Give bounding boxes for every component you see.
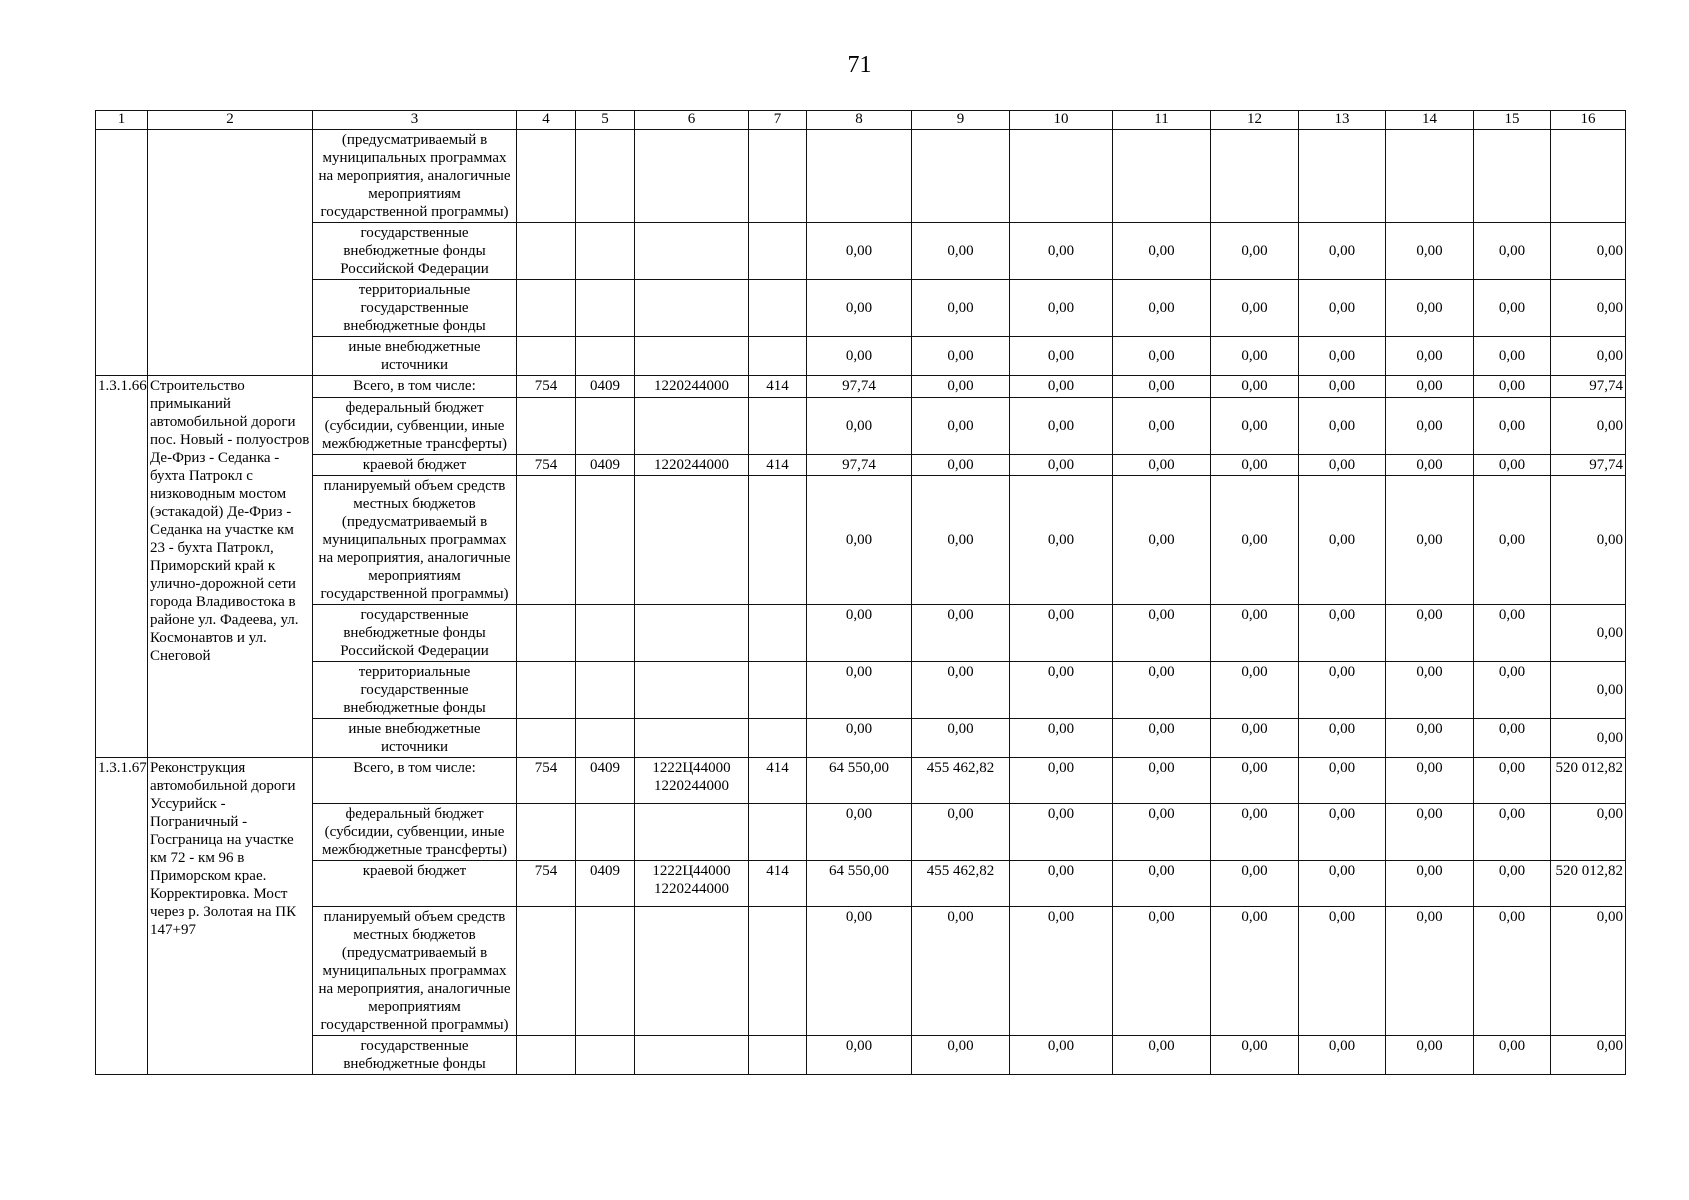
year-value-10: 0,00 — [1010, 662, 1113, 719]
year-value-13: 0,00 — [1299, 1036, 1386, 1075]
year-value-16: 0,00 — [1551, 398, 1626, 455]
year-value-13: 0,00 — [1299, 376, 1386, 398]
table-row — [96, 861, 1626, 907]
budget-code-5 — [576, 398, 635, 455]
year-value-15: 0,00 — [1474, 605, 1551, 662]
table-row — [96, 1036, 1626, 1075]
year-value-15: 0,00 — [1474, 455, 1551, 476]
year-value-9: 0,00 — [912, 476, 1010, 605]
year-value-12: 0,00 — [1211, 758, 1299, 804]
year-value-8: 0,00 — [807, 605, 912, 662]
year-value-12: 0,00 — [1211, 376, 1299, 398]
year-value-11: 0,00 — [1113, 662, 1211, 719]
year-value-13: 0,00 — [1299, 719, 1386, 758]
budget-code-6 — [635, 804, 749, 861]
budget-code-7 — [749, 907, 807, 1036]
funding-source-label: иные внебюджетные источники — [313, 719, 517, 758]
funding-source-label: Всего, в том числе: — [313, 376, 517, 398]
year-value-13: 0,00 — [1299, 455, 1386, 476]
budget-code-4 — [517, 337, 576, 376]
year-value-13: 0,00 — [1299, 398, 1386, 455]
table-row — [96, 280, 1626, 337]
year-value-10: 0,00 — [1010, 376, 1113, 398]
year-value-13: 0,00 — [1299, 280, 1386, 337]
year-value-13: 0,00 — [1299, 337, 1386, 376]
column-header-12: 12 — [1211, 111, 1299, 130]
column-header-4: 4 — [517, 111, 576, 130]
year-value-8: 0,00 — [807, 1036, 912, 1075]
funding-source-label: краевой бюджет — [313, 861, 517, 907]
column-header-5: 5 — [576, 111, 635, 130]
year-value-9: 0,00 — [912, 376, 1010, 398]
budget-code-5 — [576, 719, 635, 758]
budget-code-4 — [517, 398, 576, 455]
year-value-16: 0,00 — [1551, 337, 1626, 376]
year-value-16: 520 012,82 — [1551, 758, 1626, 804]
year-value-8: 0,00 — [807, 223, 912, 280]
table-row — [96, 376, 1626, 398]
year-value-10: 0,00 — [1010, 719, 1113, 758]
budget-code-5 — [576, 223, 635, 280]
year-value-10: 0,00 — [1010, 861, 1113, 907]
year-value-13: 0,00 — [1299, 605, 1386, 662]
year-value-15: 0,00 — [1474, 804, 1551, 861]
year-value-8 — [807, 130, 912, 223]
year-value-10: 0,00 — [1010, 398, 1113, 455]
year-value-10: 0,00 — [1010, 476, 1113, 605]
table-row — [96, 223, 1626, 280]
year-value-11: 0,00 — [1113, 455, 1211, 476]
column-header-10: 10 — [1010, 111, 1113, 130]
budget-code-6 — [635, 1036, 749, 1075]
year-value-14: 0,00 — [1386, 804, 1474, 861]
year-value-15 — [1474, 130, 1551, 223]
year-value-12: 0,00 — [1211, 804, 1299, 861]
year-value-16: 0,00 — [1551, 223, 1626, 280]
table-row — [96, 337, 1626, 376]
year-value-16: 0,00 — [1551, 662, 1626, 719]
budget-code-5 — [576, 804, 635, 861]
funding-source-label: территориальные государственные внебюджетные фонды — [313, 280, 517, 337]
year-value-10: 0,00 — [1010, 337, 1113, 376]
year-value-12: 0,00 — [1211, 1036, 1299, 1075]
year-value-8: 97,74 — [807, 376, 912, 398]
year-value-15: 0,00 — [1474, 223, 1551, 280]
page-number: 71 — [847, 52, 872, 78]
year-value-9: 0,00 — [912, 1036, 1010, 1075]
year-value-16: 97,74 — [1551, 455, 1626, 476]
column-header-8: 8 — [807, 111, 912, 130]
year-value-12: 0,00 — [1211, 455, 1299, 476]
budget-code-6 — [635, 130, 749, 223]
funding-source-label: территориальные государственные внебюджетные фонды — [313, 662, 517, 719]
year-value-11: 0,00 — [1113, 280, 1211, 337]
budget-code-4 — [517, 1036, 576, 1075]
year-value-11: 0,00 — [1113, 476, 1211, 605]
year-value-12 — [1211, 130, 1299, 223]
year-value-16: 0,00 — [1551, 605, 1626, 662]
budget-code-6: 1222Ц44000 1220244000 — [635, 758, 749, 804]
budget-code-4: 754 — [517, 376, 576, 398]
year-value-16: 0,00 — [1551, 476, 1626, 605]
budget-code-4: 754 — [517, 758, 576, 804]
year-value-12: 0,00 — [1211, 398, 1299, 455]
budget-code-7: 414 — [749, 455, 807, 476]
year-value-12: 0,00 — [1211, 223, 1299, 280]
budget-code-4 — [517, 223, 576, 280]
funding-source-label: Всего, в том числе: — [313, 758, 517, 804]
year-value-13: 0,00 — [1299, 223, 1386, 280]
year-value-11: 0,00 — [1113, 398, 1211, 455]
year-value-8: 97,74 — [807, 455, 912, 476]
year-value-12: 0,00 — [1211, 605, 1299, 662]
budget-code-6 — [635, 398, 749, 455]
table-body — [96, 130, 1626, 1075]
budget-code-7: 414 — [749, 758, 807, 804]
funding-source-label: планируемый объем средств местных бюджетов (предусматриваемый в муниципальных программах на мероприятия, аналогичные мероприятиям государственной программы) — [313, 476, 517, 605]
table-row — [96, 804, 1626, 861]
budget-code-7 — [749, 223, 807, 280]
budget-code-5 — [576, 476, 635, 605]
table-row — [96, 476, 1626, 605]
budget-code-7 — [749, 1036, 807, 1075]
budget-code-6 — [635, 476, 749, 605]
budget-code-7 — [749, 280, 807, 337]
year-value-8: 0,00 — [807, 337, 912, 376]
budget-code-6 — [635, 662, 749, 719]
budget-code-4 — [517, 280, 576, 337]
budget-code-4 — [517, 907, 576, 1036]
column-header-2: 2 — [148, 111, 313, 130]
year-value-9: 0,00 — [912, 398, 1010, 455]
year-value-9: 0,00 — [912, 223, 1010, 280]
funding-source-label: планируемый объем средств местных бюджетов (предусматриваемый в муниципальных программах на мероприятия, аналогичные мероприятиям государственной программы) — [313, 907, 517, 1036]
year-value-9: 0,00 — [912, 337, 1010, 376]
budget-code-5 — [576, 907, 635, 1036]
year-value-11: 0,00 — [1113, 907, 1211, 1036]
year-value-14: 0,00 — [1386, 337, 1474, 376]
budget-code-5 — [576, 605, 635, 662]
year-value-14: 0,00 — [1386, 907, 1474, 1036]
item-number: 1.3.1.67 — [96, 758, 148, 1075]
year-value-9: 0,00 — [912, 907, 1010, 1036]
year-value-14: 0,00 — [1386, 223, 1474, 280]
year-value-8: 0,00 — [807, 804, 912, 861]
budget-code-4 — [517, 804, 576, 861]
funding-source-label: федеральный бюджет (субсидии, субвенции, иные межбюджетные трансферты) — [313, 804, 517, 861]
year-value-11: 0,00 — [1113, 758, 1211, 804]
budget-code-7 — [749, 130, 807, 223]
year-value-14: 0,00 — [1386, 719, 1474, 758]
budget-table — [95, 110, 1626, 1075]
year-value-13: 0,00 — [1299, 907, 1386, 1036]
budget-code-5 — [576, 130, 635, 223]
year-value-9 — [912, 130, 1010, 223]
year-value-10 — [1010, 130, 1113, 223]
year-value-8: 0,00 — [807, 280, 912, 337]
year-value-16 — [1551, 130, 1626, 223]
year-value-9: 0,00 — [912, 455, 1010, 476]
budget-code-5: 0409 — [576, 455, 635, 476]
year-value-14: 0,00 — [1386, 1036, 1474, 1075]
budget-code-7 — [749, 662, 807, 719]
year-value-15: 0,00 — [1474, 337, 1551, 376]
year-value-11: 0,00 — [1113, 719, 1211, 758]
budget-code-7 — [749, 476, 807, 605]
year-value-14: 0,00 — [1386, 280, 1474, 337]
year-value-13: 0,00 — [1299, 758, 1386, 804]
budget-code-6 — [635, 719, 749, 758]
year-value-9: 0,00 — [912, 605, 1010, 662]
budget-code-7 — [749, 337, 807, 376]
table-row — [96, 130, 1626, 223]
table-row — [96, 605, 1626, 662]
year-value-8: 64 550,00 — [807, 861, 912, 907]
item-number: 1.3.1.66 — [96, 376, 148, 758]
budget-code-6: 1220244000 — [635, 455, 749, 476]
year-value-12: 0,00 — [1211, 719, 1299, 758]
table-row — [96, 719, 1626, 758]
year-value-16: 97,74 — [1551, 376, 1626, 398]
year-value-9: 0,00 — [912, 804, 1010, 861]
table-row — [96, 455, 1626, 476]
column-header-6: 6 — [635, 111, 749, 130]
year-value-12: 0,00 — [1211, 662, 1299, 719]
year-value-15: 0,00 — [1474, 376, 1551, 398]
budget-code-4 — [517, 476, 576, 605]
column-header-11: 11 — [1113, 111, 1211, 130]
year-value-11: 0,00 — [1113, 861, 1211, 907]
year-value-16: 520 012,82 — [1551, 861, 1626, 907]
budget-code-7 — [749, 398, 807, 455]
column-header-9: 9 — [912, 111, 1010, 130]
funding-source-label: (предусматриваемый в муниципальных программах на мероприятия, аналогичные мероприятиям государственной программы) — [313, 130, 517, 223]
budget-code-6 — [635, 337, 749, 376]
year-value-9: 0,00 — [912, 719, 1010, 758]
budget-code-4 — [517, 605, 576, 662]
year-value-9: 0,00 — [912, 662, 1010, 719]
budget-code-7: 414 — [749, 861, 807, 907]
year-value-14: 0,00 — [1386, 476, 1474, 605]
year-value-11 — [1113, 130, 1211, 223]
year-value-8: 0,00 — [807, 398, 912, 455]
budget-code-7 — [749, 804, 807, 861]
budget-code-5: 0409 — [576, 376, 635, 398]
year-value-8: 0,00 — [807, 476, 912, 605]
column-number-row — [96, 111, 1626, 130]
year-value-10: 0,00 — [1010, 455, 1113, 476]
year-value-8: 0,00 — [807, 907, 912, 1036]
year-value-15: 0,00 — [1474, 662, 1551, 719]
item-number — [96, 130, 148, 376]
year-value-10: 0,00 — [1010, 758, 1113, 804]
budget-code-6: 1222Ц44000 1220244000 — [635, 861, 749, 907]
year-value-16: 0,00 — [1551, 280, 1626, 337]
budget-code-5: 0409 — [576, 758, 635, 804]
budget-code-5 — [576, 337, 635, 376]
year-value-9: 455 462,82 — [912, 758, 1010, 804]
year-value-14: 0,00 — [1386, 662, 1474, 719]
budget-code-7: 414 — [749, 376, 807, 398]
funding-source-label: краевой бюджет — [313, 455, 517, 476]
year-value-13: 0,00 — [1299, 804, 1386, 861]
year-value-13: 0,00 — [1299, 476, 1386, 605]
budget-code-5 — [576, 280, 635, 337]
budget-code-6 — [635, 605, 749, 662]
budget-code-6 — [635, 907, 749, 1036]
table-row — [96, 398, 1626, 455]
year-value-15: 0,00 — [1474, 907, 1551, 1036]
column-header-1: 1 — [96, 111, 148, 130]
year-value-11: 0,00 — [1113, 223, 1211, 280]
item-title — [148, 130, 313, 376]
budget-code-7 — [749, 605, 807, 662]
year-value-12: 0,00 — [1211, 337, 1299, 376]
budget-code-5 — [576, 662, 635, 719]
year-value-10: 0,00 — [1010, 907, 1113, 1036]
year-value-12: 0,00 — [1211, 861, 1299, 907]
year-value-14 — [1386, 130, 1474, 223]
year-value-15: 0,00 — [1474, 1036, 1551, 1075]
budget-code-4 — [517, 719, 576, 758]
year-value-10: 0,00 — [1010, 804, 1113, 861]
year-value-14: 0,00 — [1386, 398, 1474, 455]
year-value-10: 0,00 — [1010, 280, 1113, 337]
budget-code-4: 754 — [517, 455, 576, 476]
year-value-14: 0,00 — [1386, 861, 1474, 907]
year-value-14: 0,00 — [1386, 605, 1474, 662]
budget-code-7 — [749, 719, 807, 758]
table-row — [96, 662, 1626, 719]
year-value-11: 0,00 — [1113, 376, 1211, 398]
year-value-11: 0,00 — [1113, 1036, 1211, 1075]
budget-code-4: 754 — [517, 861, 576, 907]
funding-source-label: государственные внебюджетные фонды Российской Федерации — [313, 605, 517, 662]
budget-code-4 — [517, 662, 576, 719]
column-header-7: 7 — [749, 111, 807, 130]
year-value-15: 0,00 — [1474, 476, 1551, 605]
year-value-16: 0,00 — [1551, 719, 1626, 758]
column-header-14: 14 — [1386, 111, 1474, 130]
funding-source-label: государственные внебюджетные фонды — [313, 1036, 517, 1075]
item-title: Реконструкция автомобильной дороги Уссурийск - Пограничный - Госграница на участке км 72 - км 96 в Приморском крае. Корректировка. Мост через р. Золотая на ПК 147+97 — [148, 758, 313, 1075]
year-value-13: 0,00 — [1299, 662, 1386, 719]
year-value-12: 0,00 — [1211, 907, 1299, 1036]
year-value-10: 0,00 — [1010, 1036, 1113, 1075]
year-value-16: 0,00 — [1551, 1036, 1626, 1075]
budget-code-6 — [635, 223, 749, 280]
year-value-14: 0,00 — [1386, 758, 1474, 804]
funding-source-label: иные внебюджетные источники — [313, 337, 517, 376]
budget-code-6: 1220244000 — [635, 376, 749, 398]
budget-code-5: 0409 — [576, 861, 635, 907]
year-value-8: 64 550,00 — [807, 758, 912, 804]
budget-code-4 — [517, 130, 576, 223]
budget-code-6 — [635, 280, 749, 337]
year-value-14: 0,00 — [1386, 455, 1474, 476]
year-value-15: 0,00 — [1474, 758, 1551, 804]
budget-code-5 — [576, 1036, 635, 1075]
year-value-16: 0,00 — [1551, 804, 1626, 861]
year-value-11: 0,00 — [1113, 337, 1211, 376]
year-value-12: 0,00 — [1211, 280, 1299, 337]
table-row — [96, 758, 1626, 804]
year-value-11: 0,00 — [1113, 804, 1211, 861]
item-title: Строительство примыканий автомобильной дороги пос. Новый - полуостров Де-Фриз - Седанка - бухта Патрокл с низководным мостом (эстакадой) Де-Фриз - Седанка на участке км 23 - бухта Патрокл, Приморский край к улично-дорожной сети города Владивостока в районе ул. Фадеева, ул. Космонавтов и ул. Снеговой — [148, 376, 313, 758]
year-value-8: 0,00 — [807, 662, 912, 719]
column-header-16: 16 — [1551, 111, 1626, 130]
year-value-14: 0,00 — [1386, 376, 1474, 398]
year-value-8: 0,00 — [807, 719, 912, 758]
funding-source-label: государственные внебюджетные фонды Российской Федерации — [313, 223, 517, 280]
year-value-9: 455 462,82 — [912, 861, 1010, 907]
column-header-13: 13 — [1299, 111, 1386, 130]
year-value-11: 0,00 — [1113, 605, 1211, 662]
year-value-15: 0,00 — [1474, 861, 1551, 907]
year-value-10: 0,00 — [1010, 605, 1113, 662]
table-row — [96, 907, 1626, 1036]
year-value-10: 0,00 — [1010, 223, 1113, 280]
year-value-15: 0,00 — [1474, 398, 1551, 455]
column-header-3: 3 — [313, 111, 517, 130]
year-value-13 — [1299, 130, 1386, 223]
year-value-13: 0,00 — [1299, 861, 1386, 907]
funding-source-label: федеральный бюджет (субсидии, субвенции, иные межбюджетные трансферты) — [313, 398, 517, 455]
year-value-12: 0,00 — [1211, 476, 1299, 605]
year-value-16: 0,00 — [1551, 907, 1626, 1036]
year-value-15: 0,00 — [1474, 719, 1551, 758]
column-header-15: 15 — [1474, 111, 1551, 130]
year-value-9: 0,00 — [912, 280, 1010, 337]
year-value-15: 0,00 — [1474, 280, 1551, 337]
